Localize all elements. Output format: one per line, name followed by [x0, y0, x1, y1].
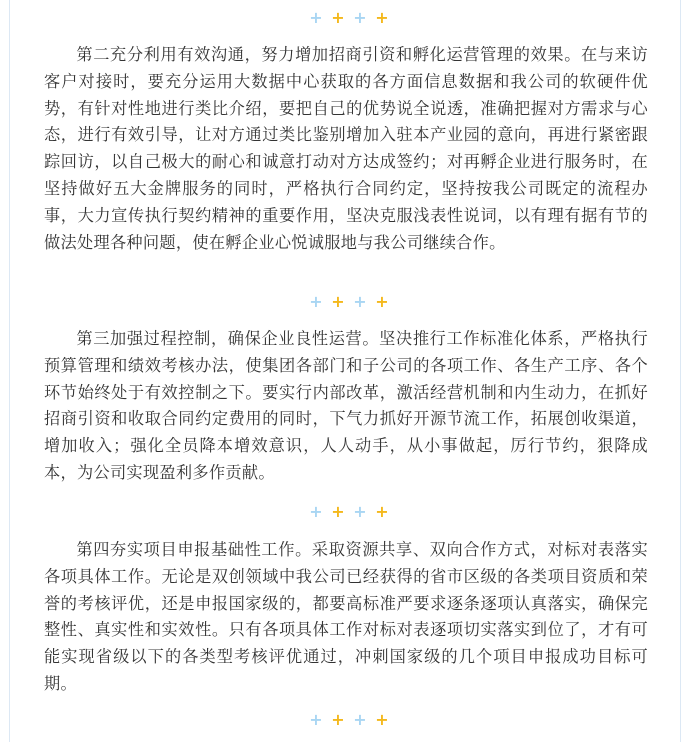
paragraph-third-point: 第三加强过程控制，确保企业良性运营。坚决推行工作标准化体系，严格执行预算管理和绩效考核办法，使集团各部门和子公司的各项工作、各生产工序、各个环节始终处于有效控制之下。要实行内部改革，激活经营机制和内生动力，在抓好招商引资和收取合同约定费用的同时，下气力抓好开源节流工作，拓展创收渠道，增加收入；强化全员降本增效意识，人人动手，从小事做起，厉行节约，狠降成本，为公司实现盈利多作贡献。: [44, 329, 648, 482]
plus-icon-gold: +: [375, 292, 389, 311]
plus-icon-gold: +: [331, 8, 345, 27]
divider-plus-row: [0, 8, 698, 28]
paragraph-second-point: 第二充分利用有效沟通，努力增加招商引资和孵化运营管理的效果。在与来访客户对接时，要充分运用大数据中心获取的各方面信息数据和我公司的软硬件优势，有针对性地进行类比介绍，要把自己的优势说全说透，准确把握对方需求与心态，进行有效引导，让对方通过类比鉴别增加入驻本产业园的意向，再进行紧密跟踪回访，以自己极大的耐心和诚意打动对方达成签约；对再孵企业进行服务时，在坚持做好五大金牌服务的同时，严格执行合同约定，坚持按我公司既定的流程办事，大力宣传执行契约精神的重要作用，坚决克服浅表性说词，以有理有据有节的做法处理各种问题，使在孵企业心悦诚服地与我公司继续合作。: [44, 45, 648, 252]
plus-icon-gold: +: [331, 710, 345, 729]
plus-icon-blue: +: [353, 8, 367, 27]
divider-plus-row: [0, 502, 698, 522]
plus-icon-gold: +: [375, 710, 389, 729]
plus-icon-blue: +: [353, 292, 367, 311]
plus-icon-blue: +: [353, 502, 367, 521]
plus-icon-blue: +: [309, 8, 323, 27]
paragraph-fourth-point: 第四夯实项目申报基础性工作。采取资源共享、双向合作方式，对标对表落实各项具体工作。无论是双创领域中我公司已经获得的省市区级的各类项目资质和荣誉的考核评优，还是申报国家级的，都要高标准严要求逐条逐项认真落实，确保完整性、真实性和实效性。只有各项具体工作对标对表逐项切实落实到位了，才有可能实现省级以下的各类型考核评优通过，冲刺国家级的几个项目申报成功目标可期。: [44, 540, 648, 693]
plus-icon-blue: +: [353, 710, 367, 729]
divider-plus-row: [0, 292, 698, 312]
plus-icon-gold: +: [331, 502, 345, 521]
plus-icon-gold: +: [375, 8, 389, 27]
plus-icon-gold: +: [375, 502, 389, 521]
plus-icon-blue: +: [309, 710, 323, 729]
divider-plus-row: [0, 710, 698, 730]
plus-icon-blue: +: [309, 502, 323, 521]
plus-icon-blue: +: [309, 292, 323, 311]
plus-icon-gold: +: [331, 292, 345, 311]
